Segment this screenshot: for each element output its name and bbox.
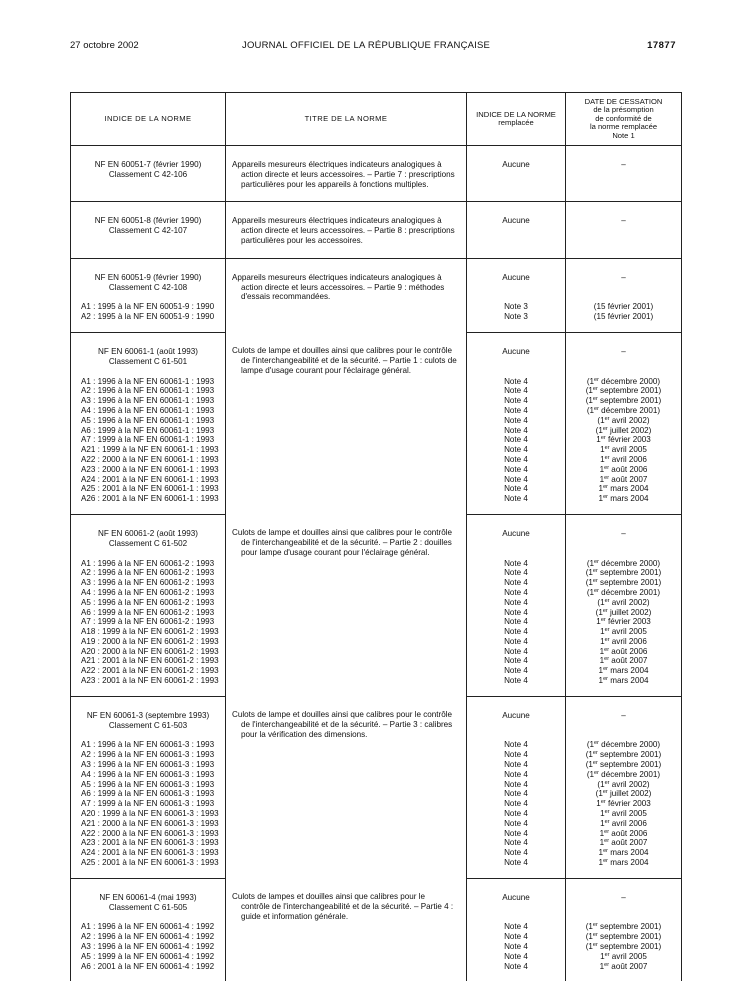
amendment-date: (1er septembre 2001): [585, 396, 662, 406]
ordinal-superscript: er: [592, 942, 598, 949]
standard-title-line: d'essais recommandées.: [241, 292, 331, 302]
amendment-id: A6 : 1999 à la NF EN 60061-3 : 1993: [81, 789, 215, 799]
amendment-date: (1er septembre 2001): [585, 922, 662, 932]
ordinal-superscript: er: [602, 607, 608, 614]
amendment-note: Note 4: [504, 789, 528, 799]
ordinal-superscript: er: [603, 494, 608, 501]
amendment-id: A24 : 2001 à la NF EN 60061-3 : 1993: [81, 848, 219, 858]
standard-id: NF EN 60061-1 (août 1993): [98, 346, 198, 356]
standard-id-cell: [71, 202, 226, 258]
standard-title-line: Culots de lampe et douilles ainsi que calibres pour le contrôle: [232, 528, 453, 538]
replaced-standard-cell: [467, 202, 566, 258]
ordinal-superscript: er: [604, 818, 610, 825]
amendment-id: A19 : 2000 à la NF EN 60061-2 : 1993: [81, 636, 219, 646]
standard-main-row: [71, 146, 682, 202]
amendment-note-list: [467, 367, 566, 515]
amendment-date: (1er juillet 2002): [595, 607, 652, 617]
amendment-id: A23 : 2001 à la NF EN 60061-3 : 1993: [81, 838, 219, 848]
amendment-note: Note 4: [504, 597, 528, 607]
ordinal-superscript: er: [592, 750, 598, 757]
standard-title-line: lampe d'usage courant pour l'éclairage général.: [241, 366, 412, 376]
standard-id-cell: [71, 514, 226, 548]
amendment-date: 1er mars 2004: [598, 676, 649, 686]
standard-title-cell: [226, 202, 467, 258]
standard-id-cell: [71, 696, 226, 730]
standard-main-row: [71, 514, 682, 548]
amendment-date: 1er février 2003: [596, 617, 651, 627]
standard-title-line: particulières pour les appareils à fonctions multiples.: [241, 179, 429, 189]
amendment-note: Note 4: [504, 932, 528, 942]
amendment-note: Note 4: [504, 474, 528, 484]
standard-id-cell: [71, 332, 226, 366]
amendment-note: Note 4: [504, 951, 528, 961]
replaced-standard-cell: [467, 696, 566, 730]
amendment-date: (1er juillet 2002): [595, 789, 652, 799]
col-header-date-line3: de conformité de: [595, 113, 652, 123]
amendment-id: A2 : 1996 à la NF EN 60061-4 : 1992: [81, 932, 215, 942]
standard-classement: Classement C 42-106: [108, 169, 188, 179]
standard-classement: Classement C 61-501: [108, 356, 188, 366]
amendment-id: A4 : 1996 à la NF EN 60061-1 : 1993: [81, 405, 215, 415]
replaced-standard: Aucune: [502, 272, 530, 282]
standard-title-cell: [226, 258, 467, 332]
amendment-date: (1er juillet 2002): [595, 425, 652, 435]
standard-main-row: [71, 332, 682, 366]
amendment-note: Note 4: [504, 617, 528, 627]
amendment-note: Note 4: [504, 666, 528, 676]
amendment-date: (15 février 2001): [593, 312, 654, 322]
amendment-note: Note 4: [504, 779, 528, 789]
amendment-id: A1 : 1996 à la NF EN 60061-3 : 1993: [81, 740, 215, 750]
col-header-remplacee-line2: remplacée: [498, 118, 534, 127]
amendment-date: (1er décembre 2001): [586, 405, 661, 415]
standard-id: NF EN 60051-9 (février 1990): [94, 272, 202, 282]
amendment-date: 1er mars 2004: [598, 494, 649, 504]
standard-id: NF EN 60061-4 (mai 1993): [99, 892, 197, 902]
amendment-note: Note 4: [504, 799, 528, 809]
cessation-date: –: [621, 528, 626, 538]
amendment-note: Note 4: [504, 484, 528, 494]
ordinal-superscript: er: [604, 474, 610, 481]
ordinal-superscript: er: [600, 435, 606, 442]
ordinal-superscript: er: [604, 646, 610, 653]
ordinal-superscript: er: [592, 386, 598, 393]
standard-title-line: action directe et leurs accessoires. – Partie 8 : prescriptions: [241, 226, 455, 236]
replaced-standard-cell: [467, 258, 566, 292]
amendment-id: A7 : 1999 à la NF EN 60061-1 : 1993: [81, 435, 215, 445]
amendment-note: Note 4: [504, 607, 528, 617]
ordinal-superscript: er: [594, 376, 599, 383]
amendment-date: 1er mars 2004: [598, 484, 649, 494]
col-header-date-line1: DATE DE CESSATION: [584, 96, 663, 106]
amendment-note: Note 4: [504, 809, 528, 819]
ordinal-superscript: er: [592, 396, 598, 403]
amendment-date: (1er septembre 2001): [585, 568, 662, 578]
amendment-id: A1 : 1996 à la NF EN 60061-4 : 1992: [81, 922, 215, 932]
ordinal-superscript: er: [604, 779, 610, 786]
ordinal-superscript: er: [604, 809, 610, 816]
table-header-row: [71, 93, 682, 146]
ordinal-superscript: er: [603, 484, 608, 491]
replaced-standard: Aucune: [502, 346, 530, 356]
amendment-id: A20 : 1999 à la NF EN 60061-3 : 1993: [81, 809, 219, 819]
amendment-note-list: [467, 730, 566, 878]
amendment-note: Note 4: [504, 425, 528, 435]
amendment-date: (1er décembre 2000): [586, 740, 661, 750]
amendment-note: Note 4: [504, 750, 528, 760]
amendment-date: (1er septembre 2001): [585, 760, 662, 770]
standard-id: NF EN 60061-3 (septembre 1993): [86, 710, 210, 720]
ordinal-superscript: er: [592, 760, 598, 767]
amendment-date: (1er avril 2002): [597, 415, 650, 425]
amendment-id: A25 : 2001 à la NF EN 60061-1 : 1993: [81, 484, 219, 494]
standard-title-line: de l'interchangeabilité et de la sécurité. – Partie 2 : douilles: [241, 538, 452, 548]
amendment-id: A22 : 2000 à la NF EN 60061-3 : 1993: [81, 828, 219, 838]
amendment-id: A6 : 1999 à la NF EN 60061-1 : 1993: [81, 425, 215, 435]
amendment-date: (1er septembre 2001): [585, 750, 662, 760]
amendment-date: 1er avril 2005: [600, 445, 647, 455]
standard-classement: Classement C 61-502: [108, 538, 188, 548]
amendment-note: Note 3: [504, 302, 528, 312]
col-header-date-line5: Note 1: [612, 130, 635, 140]
standard-main-row: [71, 258, 682, 292]
ordinal-superscript: er: [604, 961, 610, 968]
amendment-id: A3 : 1996 à la NF EN 60061-2 : 1993: [81, 578, 215, 588]
amendment-id: A26 : 2001 à la NF EN 60061-1 : 1993: [81, 494, 219, 504]
standard-title-line: Appareils mesureurs électriques indicateurs analogiques à: [232, 272, 442, 282]
amendment-list: [71, 730, 226, 878]
cessation-date-cell: [566, 696, 682, 730]
amendment-note-list: [467, 912, 566, 981]
amendment-date: (1er septembre 2001): [585, 932, 662, 942]
page-header: [70, 40, 676, 54]
amendment-date: 1er avril 2006: [600, 636, 647, 646]
amendment-date-list: [566, 549, 682, 697]
journal-title: JOURNAL OFFICIEL DE LA RÉPUBLIQUE FRANÇAISE: [242, 40, 491, 51]
amendment-note: Note 4: [504, 838, 528, 848]
cessation-date: –: [621, 346, 626, 356]
amendment-note: Note 4: [504, 858, 528, 868]
amendment-note: Note 4: [504, 464, 528, 474]
col-header-date: [566, 93, 682, 146]
ordinal-superscript: er: [592, 922, 598, 929]
amendment-note: Note 4: [504, 828, 528, 838]
amendment-id: A23 : 2000 à la NF EN 60061-1 : 1993: [81, 464, 219, 474]
amendment-note: Note 3: [504, 312, 528, 322]
ordinal-superscript: er: [594, 405, 599, 412]
amendment-date: 1er avril 2006: [600, 818, 647, 828]
amendment-note: Note 4: [504, 769, 528, 779]
amendment-note: Note 4: [504, 636, 528, 646]
ordinal-superscript: er: [604, 838, 610, 845]
amendment-date: (1er décembre 2001): [586, 587, 661, 597]
cessation-date: –: [621, 892, 626, 902]
amendment-id: A18 : 1999 à la NF EN 60061-2 : 1993: [81, 627, 219, 637]
amendment-date: (1er septembre 2001): [585, 386, 662, 396]
col-header-indice: INDICE DE LA NORME: [71, 93, 226, 146]
cessation-date: –: [621, 216, 626, 226]
ordinal-superscript: er: [604, 656, 610, 663]
cessation-date-cell: [566, 146, 682, 202]
replaced-standard-cell: [467, 146, 566, 202]
amendment-id: A7 : 1999 à la NF EN 60061-2 : 1993: [81, 617, 215, 627]
standard-title-cell: [226, 332, 467, 514]
amendment-id: A5 : 1999 à la NF EN 60061-4 : 1992: [81, 951, 215, 961]
amendment-list: [71, 912, 226, 981]
amendment-id: A6 : 2001 à la NF EN 60061-4 : 1992: [81, 961, 215, 971]
standard-title-line: Culots de lampe et douilles ainsi que calibres pour le contrôle: [232, 346, 453, 356]
col-header-titre: TITRE DE LA NORME: [226, 93, 467, 146]
amendment-id: A5 : 1996 à la NF EN 60061-1 : 1993: [81, 415, 215, 425]
amendment-note: Note 4: [504, 578, 528, 588]
replaced-standard: Aucune: [502, 528, 530, 538]
ordinal-superscript: er: [592, 568, 598, 575]
ordinal-superscript: er: [604, 627, 610, 634]
standards-table: [70, 92, 682, 981]
amendment-list: [71, 549, 226, 697]
standard-main-row: [71, 878, 682, 912]
ordinal-superscript: er: [603, 666, 608, 673]
amendment-id: A1 : 1995 à la NF EN 60051-9 : 1990: [81, 302, 215, 312]
amendment-id: A3 : 1996 à la NF EN 60061-1 : 1993: [81, 396, 215, 406]
amendment-id: A1 : 1996 à la NF EN 60061-2 : 1993: [81, 558, 215, 568]
amendment-id: A23 : 2001 à la NF EN 60061-2 : 1993: [81, 676, 219, 686]
ordinal-superscript: er: [602, 425, 608, 432]
ordinal-superscript: er: [604, 951, 610, 958]
amendment-note: Note 4: [504, 415, 528, 425]
amendment-date: (1er avril 2002): [597, 779, 650, 789]
amendment-note: Note 4: [504, 676, 528, 686]
amendment-date: 1er août 2007: [599, 656, 648, 666]
standard-classement: Classement C 42-107: [108, 226, 188, 236]
amendment-id: A2 : 1996 à la NF EN 60061-1 : 1993: [81, 386, 215, 396]
amendment-date-list: [566, 912, 682, 981]
standard-title-line: particulières pour les accessoires.: [241, 235, 363, 245]
amendment-note: Note 4: [504, 922, 528, 932]
ordinal-superscript: er: [604, 454, 610, 461]
amendment-date: 1er avril 2005: [600, 951, 647, 961]
amendment-id: A3 : 1996 à la NF EN 60061-4 : 1992: [81, 942, 215, 952]
standard-title-line: guide et information générale.: [241, 911, 349, 921]
amendment-id: A1 : 1996 à la NF EN 60061-1 : 1993: [81, 376, 215, 386]
amendment-date: 1er mars 2004: [598, 858, 649, 868]
col-header-date-line2: de la présomption: [593, 105, 654, 115]
standard-title-line: pour lampe d'usage courant pour l'éclairage général.: [241, 548, 430, 558]
amendment-note: Note 4: [504, 558, 528, 568]
standard-id: NF EN 60051-8 (février 1990): [94, 216, 202, 226]
replaced-standard: Aucune: [502, 160, 530, 169]
amendment-date: (1er décembre 2001): [586, 769, 661, 779]
amendment-list: [71, 367, 226, 515]
ordinal-superscript: er: [604, 597, 610, 604]
amendment-note-list: [467, 292, 566, 332]
amendment-note: Note 4: [504, 376, 528, 386]
replaced-standard-cell: [467, 514, 566, 548]
amendment-id: A21 : 2000 à la NF EN 60061-3 : 1993: [81, 818, 219, 828]
amendment-note: Note 4: [504, 627, 528, 637]
amendment-id: A22 : 2000 à la NF EN 60061-1 : 1993: [81, 454, 219, 464]
amendment-id: A4 : 1996 à la NF EN 60061-3 : 1993: [81, 769, 215, 779]
amendment-list: [71, 292, 226, 332]
amendment-note: Note 4: [504, 396, 528, 406]
amendment-note: Note 4: [504, 587, 528, 597]
amendment-id: A24 : 2001 à la NF EN 60061-1 : 1993: [81, 474, 219, 484]
standard-id-cell: [71, 146, 226, 202]
amendment-date-list: [566, 292, 682, 332]
amendment-date: 1er avril 2005: [600, 627, 647, 637]
amendment-date: (1er septembre 2001): [585, 942, 662, 952]
standard-classement: Classement C 42-108: [108, 282, 188, 292]
standard-id: NF EN 60061-2 (août 1993): [98, 528, 198, 538]
amendment-note: Note 4: [504, 445, 528, 455]
col-header-date-line4: la norme remplacée: [589, 122, 658, 132]
amendment-date: 1er août 2007: [599, 474, 648, 484]
ordinal-superscript: er: [594, 558, 599, 565]
ordinal-superscript: er: [604, 828, 610, 835]
amendment-date: 1er février 2003: [596, 799, 651, 809]
amendment-id: A2 : 1996 à la NF EN 60061-3 : 1993: [81, 750, 215, 760]
cessation-date: –: [621, 160, 626, 169]
standard-title-cell: [226, 878, 467, 981]
standard-main-row: [71, 696, 682, 730]
amendment-date: 1er août 2006: [599, 646, 648, 656]
standard-id: NF EN 60051-7 (février 1990): [94, 160, 202, 169]
amendment-note: Note 4: [504, 435, 528, 445]
amendment-date-list: [566, 730, 682, 878]
standard-title-line: Culots de lampes et douilles ainsi que calibres pour le: [232, 892, 426, 902]
amendment-id: A21 : 2001 à la NF EN 60061-2 : 1993: [81, 656, 219, 666]
amendment-id: A5 : 1996 à la NF EN 60061-3 : 1993: [81, 779, 215, 789]
ordinal-superscript: er: [603, 848, 608, 855]
amendment-date-list: [566, 367, 682, 515]
col-header-remplacee-line1: INDICE DE LA NORME: [476, 109, 556, 119]
standard-title-cell: [226, 146, 467, 202]
ordinal-superscript: er: [603, 858, 608, 865]
cessation-date: –: [621, 710, 626, 720]
amendment-id: A22 : 2001 à la NF EN 60061-2 : 1993: [81, 666, 219, 676]
amendment-note: Note 4: [504, 818, 528, 828]
amendment-date: 1er avril 2005: [600, 809, 647, 819]
amendment-date: 1er août 2006: [599, 464, 648, 474]
ordinal-superscript: er: [604, 636, 610, 643]
cessation-date-cell: [566, 202, 682, 258]
amendment-note: Note 4: [504, 656, 528, 666]
amendment-date: (15 février 2001): [593, 302, 654, 312]
amendment-note: Note 4: [504, 646, 528, 656]
cessation-date: –: [621, 272, 626, 282]
ordinal-superscript: er: [600, 799, 606, 806]
amendment-date: 1er mars 2004: [598, 666, 649, 676]
ordinal-superscript: er: [594, 740, 599, 747]
standard-title-line: action directe et leurs accessoires. – Partie 9 : méthodes: [241, 282, 445, 292]
replaced-standard-cell: [467, 878, 566, 912]
standard-title-cell: [226, 696, 467, 878]
amendment-date: 1er août 2007: [599, 961, 648, 971]
standard-title-line: pour la vérification des dimensions.: [241, 729, 368, 739]
ordinal-superscript: er: [594, 587, 599, 594]
standard-title-line: Appareils mesureurs électriques indicateurs analogiques à: [232, 160, 442, 169]
amendment-id: A21 : 1999 à la NF EN 60061-1 : 1993: [81, 445, 219, 455]
standard-title-line: de l'interchangeabilité et de la sécurité. – Partie 3 : calibres: [241, 720, 453, 730]
ordinal-superscript: er: [604, 445, 610, 452]
amendment-date: 1er août 2007: [599, 838, 648, 848]
standard-title-line: Culots de lampe et douilles ainsi que calibres pour le contrôle: [232, 710, 453, 720]
amendment-note: Note 4: [504, 942, 528, 952]
standard-classement: Classement C 61-503: [108, 720, 188, 730]
amendment-date: (1er décembre 2000): [586, 376, 661, 386]
replaced-standard: Aucune: [502, 892, 530, 902]
amendment-id: A2 : 1996 à la NF EN 60061-2 : 1993: [81, 568, 215, 578]
amendment-note: Note 4: [504, 454, 528, 464]
ordinal-superscript: er: [604, 464, 610, 471]
table-body: [71, 146, 682, 982]
cessation-date-cell: [566, 878, 682, 912]
amendment-id: A4 : 1996 à la NF EN 60061-2 : 1993: [81, 587, 215, 597]
replaced-standard: Aucune: [502, 710, 530, 720]
standard-main-row: [71, 202, 682, 258]
amendment-date: 1er août 2006: [599, 828, 648, 838]
amendment-id: A5 : 1996 à la NF EN 60061-2 : 1993: [81, 597, 215, 607]
ordinal-superscript: er: [600, 617, 606, 624]
standard-title-line: action directe et leurs accessoires. – Partie 7 : prescriptions: [241, 169, 455, 179]
amendment-date: 1er avril 2006: [600, 454, 647, 464]
amendment-date: (1er décembre 2000): [586, 558, 661, 568]
ordinal-superscript: er: [603, 676, 608, 683]
ordinal-superscript: er: [592, 932, 598, 939]
replaced-standard: Aucune: [502, 216, 530, 226]
amendment-date: 1er février 2003: [596, 435, 651, 445]
cessation-date-cell: [566, 332, 682, 366]
amendment-note: Note 4: [504, 848, 528, 858]
standard-title-line: contrôle de l'interchangeabilité et de la sécurité. – Partie 4 :: [241, 902, 454, 912]
amendment-id: A7 : 1999 à la NF EN 60061-3 : 1993: [81, 799, 215, 809]
col-header-remplacee: [467, 93, 566, 146]
amendment-note: Note 4: [504, 568, 528, 578]
amendment-id: A2 : 1995 à la NF EN 60051-9 : 1990: [81, 312, 215, 322]
standard-id-cell: [71, 258, 226, 292]
ordinal-superscript: er: [602, 789, 608, 796]
ordinal-superscript: er: [604, 415, 610, 422]
page-number: 17877: [647, 40, 676, 51]
amendment-note: Note 4: [504, 405, 528, 415]
cessation-date-cell: [566, 514, 682, 548]
amendment-note: Note 4: [504, 494, 528, 504]
amendment-id: A6 : 1999 à la NF EN 60061-2 : 1993: [81, 607, 215, 617]
cessation-date-cell: [566, 258, 682, 292]
standard-title-line: de l'interchangeabilité et de la sécurité. – Partie 1 : culots de: [241, 356, 457, 366]
replaced-standard-cell: [467, 332, 566, 366]
amendment-note: Note 4: [504, 740, 528, 750]
amendment-note: Note 4: [504, 961, 528, 971]
amendment-note: Note 4: [504, 386, 528, 396]
amendment-note: Note 4: [504, 760, 528, 770]
standard-title-cell: [226, 514, 467, 696]
amendment-note-list: [467, 549, 566, 697]
standard-classement: Classement C 61-505: [108, 902, 188, 912]
ordinal-superscript: er: [594, 769, 599, 776]
amendment-id: A25 : 2001 à la NF EN 60061-3 : 1993: [81, 858, 219, 868]
standard-title-line: Appareils mesureurs électriques indicateurs analogiques à: [232, 216, 442, 226]
ordinal-superscript: er: [592, 578, 598, 585]
standard-id-cell: [71, 878, 226, 912]
amendment-id: A20 : 2000 à la NF EN 60061-2 : 1993: [81, 646, 219, 656]
amendment-date: (1er septembre 2001): [585, 578, 662, 588]
amendment-id: A3 : 1996 à la NF EN 60061-3 : 1993: [81, 760, 215, 770]
amendment-date: (1er avril 2002): [597, 597, 650, 607]
issue-date: 27 octobre 2002: [70, 40, 139, 51]
amendment-date: 1er mars 2004: [598, 848, 649, 858]
